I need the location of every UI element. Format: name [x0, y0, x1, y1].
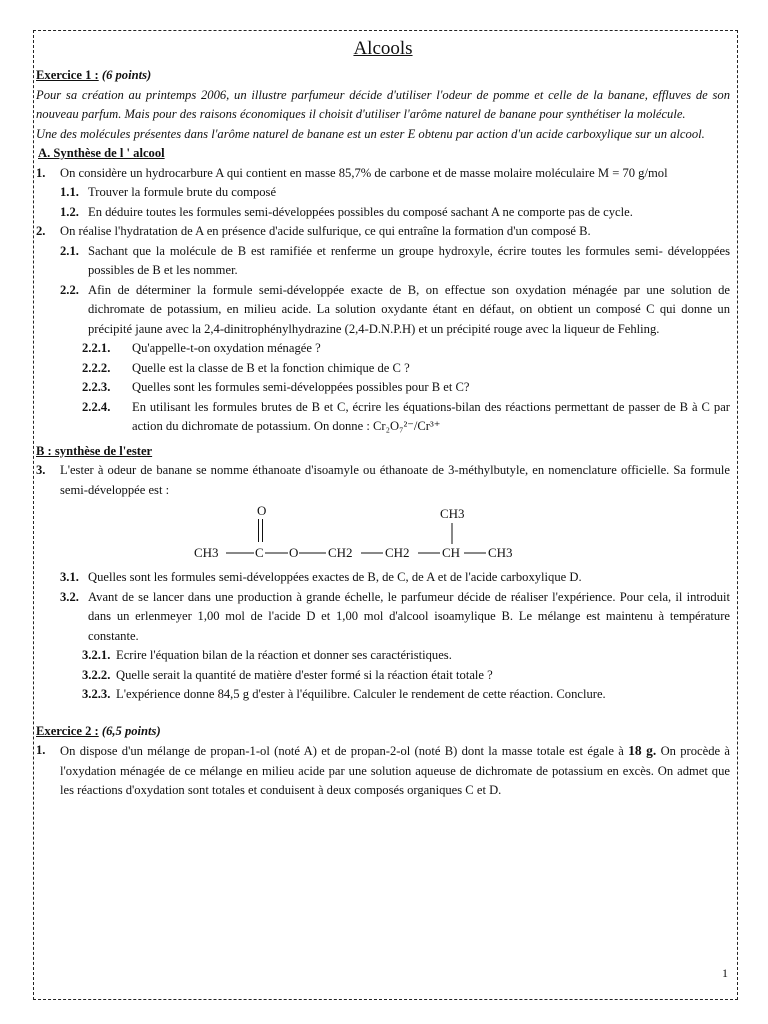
section-b-heading: B : synthèse de l'ester [36, 443, 153, 458]
question-text: Quelles sont les formules semi-développées exactes de B, de C, de A et de l'acide carboxylique D. [88, 570, 582, 584]
exercise-1-intro-2: Une des molécules présentes dans l'arôme naturel de banane est un ester E obtenu par action d'un acide carboxylique sur un alcool. [36, 126, 705, 141]
question-number: 1. [36, 743, 46, 757]
question-number: 3.2.3. [82, 687, 111, 701]
document-body [36, 38, 730, 801]
question-text: On considère un hydrocarbure A qui contient en masse 85,7% de carbone et de masse molaire moléculaire M = 70 g/mol [60, 165, 668, 180]
question-text: Quelle serait la quantité de matière d'ester formé si la réaction était totale ? [116, 667, 493, 682]
question-3-2-1 [36, 646, 730, 666]
question-text: On réalise l'hydratation de A en présence d'acide sulfurique, ce qui entraîne la formation d'un composé B. [60, 224, 591, 238]
question-number: 2.2.4. [82, 399, 111, 414]
question-text: En utilisant les formules brutes de B et C, écrire les équations-bilan des réactions permettant de passer de B à C par action du dichromate de potassium. On donne : [132, 399, 730, 433]
formula-ch: CH [442, 545, 461, 560]
exercise-1-title: Exercice 1 : [36, 68, 99, 82]
formula-ch3-top: CH3 [440, 506, 465, 521]
question-2-2-4 [36, 398, 730, 437]
question-number: 2.2.2. [82, 360, 111, 375]
question-3-1 [36, 568, 730, 588]
formula-ch2-b: CH2 [385, 545, 410, 560]
question-text: Quelles sont les formules semi-développées possibles pour B et C? [132, 380, 470, 394]
exercise-2-points: (6,5 points) [101, 723, 161, 738]
question-text: Sachant que la molécule de B est ramifiée et renferme un groupe hydroxyle, écrire toutes les formules semi- développées possibles de B et les nommer. [88, 243, 730, 277]
exercise-2-title: Exercice 2 : [36, 723, 99, 738]
exercise-1-points: (6 points) [101, 68, 152, 82]
question-text: On dispose d'un mélange de propan-1-ol (noté A) et de propan-2-ol (noté B) dont la masse totale est égale à [60, 744, 629, 758]
formula-o: O [289, 545, 299, 560]
question-text: Afin de déterminer la formule semi-développée exacte de B, on effectue son oxydation ménagée par une solution de dichromate de potassium, en milieu acide. La solution oxydante étant en défaut, on obtient un composé C qui donne un précipité jaune avec la 2,4-dinitrophénylhydrazine (2,4-D.N.P.H) et un précipité rouge avec la liqueur de Fehling. [88, 282, 730, 336]
question-number: 2.1. [60, 243, 79, 258]
page-title: Alcools [353, 38, 413, 59]
question-number: 3.1. [60, 570, 79, 584]
question-number: 3. [36, 463, 46, 477]
question-number: 3.2. [60, 589, 79, 604]
question-2-2-1 [36, 339, 730, 359]
question-number: 2.2. [60, 282, 79, 297]
question-number: 1.2. [60, 204, 79, 219]
question-text: L'expérience donne 84,5 g d'ester à l'équilibre. Calculer le rendement de cette réaction. Conclure. [116, 687, 606, 701]
question-text: Avant de se lancer dans une production à grande échelle, le parfumeur décide de réaliser l'expérience. Pour cela, il introduit dans un erlenmeyer 1,00 mol de l'acide D et 1,00 mol d'alcool isoamylique B. Le mélange est maintenu à température constante. [88, 589, 730, 643]
question-1 [36, 164, 730, 184]
question-text: Quelle est la classe de B et la fonction chimique de C ? [132, 360, 410, 375]
question-3 [36, 461, 730, 500]
question-text: Trouver la formule brute du composé [88, 185, 277, 199]
question-2-1 [36, 242, 730, 281]
question-number: 3.2.2. [82, 667, 111, 682]
section-a-heading: A. Synthèse de l ' alcool [38, 146, 165, 160]
formula-o-top: O [257, 503, 267, 518]
question-number: 1. [36, 165, 46, 180]
question-text: En déduire toutes les formules semi-développées possibles du composé sachant A ne comporte pas de cycle. [88, 204, 633, 219]
question-text: L'ester à odeur de banane se nomme éthanoate d'isoamyle ou éthanoate de 3-méthylbutyle, en nomenclature officielle. Sa formule semi-développée est : [60, 463, 730, 497]
exercise-1-intro: Pour sa création au printemps 2006, un illustre parfumeur décide d'utiliser l'odeur de pomme et celle de la banane, effluves de son nouveau parfum. Mais pour des raisons économiques il choisit d'utiliser l'arôme naturel de banane pour synthétiser la molécule. [36, 87, 730, 121]
question-number: 3.2.1. [82, 648, 111, 662]
exercise-1-header [36, 66, 730, 86]
question-2-2-3 [36, 378, 730, 398]
question-1-1 [36, 183, 730, 203]
question-2 [36, 222, 730, 242]
question-2-2 [36, 281, 730, 340]
mass-value: 18 g. [628, 743, 657, 758]
formula-ch3-left: CH3 [194, 545, 219, 560]
exercise-2-header [36, 722, 730, 742]
page-number: 1 [722, 966, 728, 980]
question-3-2 [36, 588, 730, 647]
redox-couple: Cr₂O₇²⁻/Cr³⁺ [372, 419, 441, 433]
formula-ch3-right: CH3 [488, 545, 513, 560]
question-3-2-2 [36, 666, 730, 686]
question-1-2 [36, 203, 730, 223]
question-number: 2. [36, 224, 46, 238]
question-number: 2.2.3. [82, 380, 111, 394]
formula-c: C [255, 545, 264, 560]
question-number: 2.2.1. [82, 341, 111, 355]
exercise-2-question-1 [36, 741, 730, 801]
question-number: 1.1. [60, 185, 79, 199]
formula-drawing [36, 502, 730, 564]
question-text-continued: On procède à l'oxydation ménagée de ce mélange en milieu acide par une solution aqueuse de dichromate de potassium en excès. On admet que les réactions d'oxydation sont totales et conduisent à deux composés organiques C et D. [60, 744, 731, 797]
question-text: Qu'appelle-t-on oxydation ménagée ? [132, 341, 321, 355]
formula-ch2-a: CH2 [328, 545, 353, 560]
ester-structural-formula [36, 502, 730, 564]
question-3-2-3 [36, 685, 730, 705]
question-text: Ecrire l'équation bilan de la réaction et donner ses caractéristiques. [116, 648, 452, 662]
question-2-2-2 [36, 359, 730, 379]
